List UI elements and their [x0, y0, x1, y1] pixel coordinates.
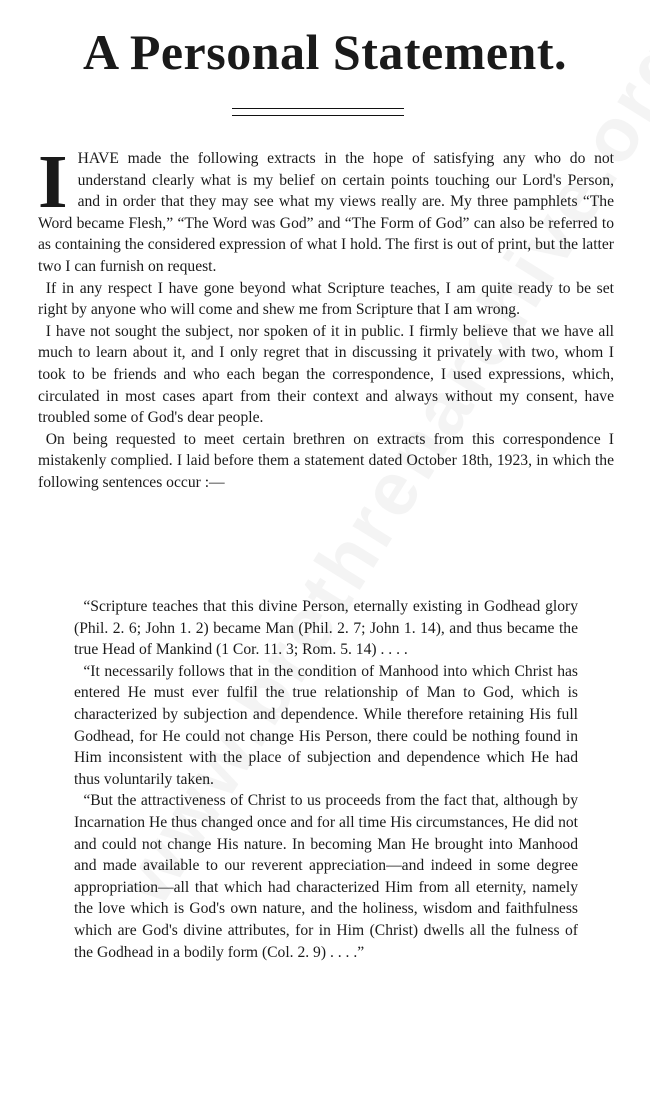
quote-paragraph-1: “Scripture teaches that this divine Person, eternally existing in Godhead glory (Phil. 2. 6; John 1. 2) became Man (Phil. 2. 7; John 1. 14), and thus became the true Head of Mankind (1 Cor. 11. 3; Rom. 5. 14) . . . .: [74, 598, 578, 659]
quote-paragraph-3: “But the attractiveness of Christ to us proceeds from the fact that, although by Incarnation He thus changed once and for all time His circumstances, He did not and could not change His nature. In becoming Man He brought into Manhood and made available to our reverent appreciation—and indeed in some degree appropriation—all that which had characterized Him from all eternity, namely the love which is God's own nature, and the holiness, wisdom and faithfulness which are God's divine attributes, for in Him (Christ) dwells all the fulness of the Godhead in a bodily form (Col. 2. 9) . . . .”: [74, 792, 578, 961]
paragraph-4: On being requested to meet certain brethren on extracts from this correspondence I mistakenly complied. I laid before them a statement dated October 18th, 1923, in which the following sentences occur :—: [38, 430, 614, 491]
paragraph-2: If in any respect I have gone beyond what Scripture teaches, I am quite ready to be set right by anyone who will come and shew me from Scripture that I am wrong.: [38, 279, 614, 319]
block-quote: [74, 596, 578, 963]
page-title: A Personal Statement.: [82, 24, 568, 80]
title-divider: [232, 108, 404, 116]
paragraph-1: [38, 140, 614, 278]
quote-paragraph-2: “It necessarily follows that in the condition of Manhood into which Christ has entered He must ever fulfil the true relationship of Man to God, which is characterized by subjection and dependence. While therefore retaining His full Godhead, for He could not change His Person, there could be nothing found in Him inconsistent with the place of subjection and dependence which He had thus voluntarily taken.: [74, 662, 578, 788]
drop-cap: I: [38, 140, 68, 224]
paragraph-1-text: HAVE made the following extracts in the hope of satisfying any who do not understand clearly what is my belief on certain points touching our Lord's Person, and in order that they may see what my views really are. My three pamphlets “The Word became Flesh,” “The Word was God” and “The Form of God” can also be referred to as containing the considered expression of what I hold. The first is out of print, but the latter two I can furnish on request.: [38, 150, 614, 275]
body-text: [38, 140, 614, 494]
paragraph-3: I have not sought the subject, nor spoken of it in public. I firmly believe that we have all much to learn about it, and I only regret that in discussing it privately with two, whom I took to be friends and who each began the correspondence, I used expressions, which, circulated in most cases apart from their context and always without my consent, have troubled some of God's dear people.: [38, 322, 614, 427]
